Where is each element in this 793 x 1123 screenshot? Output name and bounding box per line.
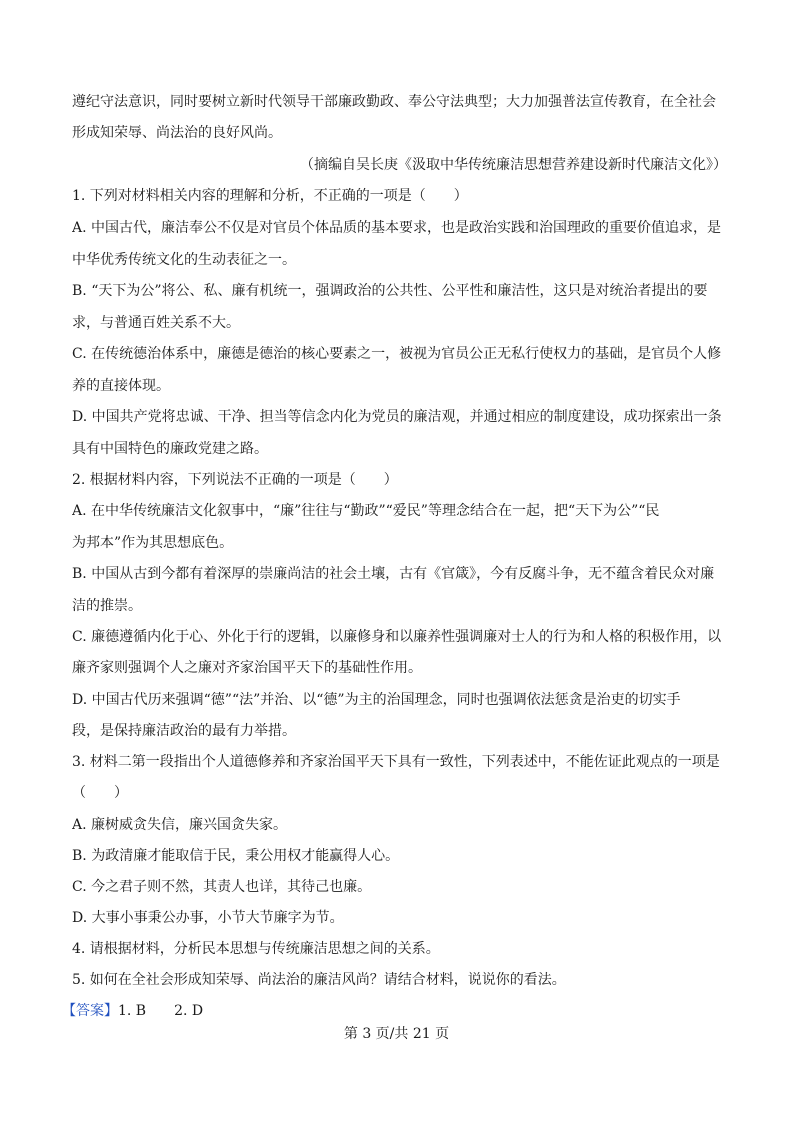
q3-option-a: A. 廉树威贪失信，廉兴国贪失家。 xyxy=(72,817,288,833)
intro-line-1: 遵纪守法意识，同时要树立新时代领导干部廉政勤政、奉公守法典型；大力加强普法宣传教育，在全社会 xyxy=(72,94,716,110)
q1-option-b: B. “天下为公”将公、私、廉有机统一，强调政治的公共性、公平性和廉洁性，这只是对统治者提出的要 xyxy=(72,283,708,299)
q2-option-a: A. 在中华传统廉洁文化叙事中，“廉”往往与“勤政”“爱民”等理念结合在一起，把“天下为公”“民 xyxy=(72,503,660,519)
q2-option-c-cont: 廉齐家则强调个人之廉对齐家治国平天下的基础性作用。 xyxy=(72,660,422,676)
q1-option-c: C. 在传统德治体系中，廉德是德治的核心要素之一，被视为官员公正无私行使权力的基础，是官员个人修 xyxy=(72,346,722,362)
question-3-stem-cont: （ ） xyxy=(72,785,128,801)
q3-option-d: D. 大事小事秉公办事，小节大节廉字为节。 xyxy=(72,910,344,926)
q2-option-c: C. 廉德遵循内化于心、外化于行的逻辑，以廉修身和以廉养性强调廉对士人的行为和人格的积极作用，以 xyxy=(72,629,722,645)
question-5: 5. 如何在全社会形成知荣辱、尚法治的廉洁风尚？请结合材料，说说你的看法。 xyxy=(72,972,566,988)
page-footer: 第 3 页/共 21 页 xyxy=(343,1026,450,1042)
q1-option-d: D. 中国共产党将忠诚、干净、担当等信念内化为党员的廉洁观，并通过相应的制度建设，成功探索出一条 xyxy=(72,409,722,425)
q1-option-a: A. 中国古代，廉洁奉公不仅是对官员个体品质的基本要求，也是政治实践和治国理政的重要价值追求，是 xyxy=(72,220,722,236)
question-4: 4. 请根据材料，分析民本思想与传统廉洁思想之间的关系。 xyxy=(72,941,440,957)
q2-option-d-cont: 段，是保持廉洁政治的最有力举措。 xyxy=(72,723,296,739)
answer-line xyxy=(62,1001,714,1021)
question-1-stem: 1. 下列对材料相关内容的理解和分析，不正确的一项是（ ） xyxy=(72,188,468,204)
question-2-stem: 2. 根据材料内容，下列说法不正确的一项是（ ） xyxy=(72,472,398,488)
q2-option-d: D. 中国古代历来强调“德”“法”并治、以“德”为主的治国理念，同时也强调依法惩贪是治吏的切实手 xyxy=(72,692,681,708)
q2-option-b: B. 中国从古到今都有着深厚的崇廉尚洁的社会土壤，古有《官箴》，今有反腐斗争，无不蕴含着民众对廉 xyxy=(72,566,715,582)
q2-option-a-cont: 为邦本”作为其思想底色。 xyxy=(72,535,234,551)
source-citation: （摘编自吴长庚《汲取中华传统廉洁思想营养建设新时代廉洁文化》） xyxy=(300,157,727,173)
q1-option-d-cont: 具有中国特色的廉政党建之路。 xyxy=(72,441,268,457)
q3-option-c: C. 今之君子则不然，其责人也详，其待己也廉。 xyxy=(72,879,372,895)
q3-option-b: B. 为政清廉才能取信于民，秉公用权才能赢得人心。 xyxy=(72,848,400,864)
answer-tag: 【答案】 xyxy=(62,1003,118,1019)
q2-option-b-cont: 洁的推崇。 xyxy=(72,598,142,614)
question-3-stem: 3. 材料二第一段指出个人道德修养和齐家治国平天下具有一致性，下列表述中，不能佐证此观点的一项是 xyxy=(72,754,720,770)
q1-option-a-cont: 中华优秀传统文化的生动表征之一。 xyxy=(72,252,296,268)
intro-line-2: 形成知荣辱、尚法治的良好风尚。 xyxy=(72,125,282,141)
q1-option-b-cont: 求，与普通百姓关系不大。 xyxy=(72,315,240,331)
answer-text: 1. B 2. D xyxy=(118,1003,204,1019)
q1-option-c-cont: 养的直接体现。 xyxy=(72,378,170,394)
